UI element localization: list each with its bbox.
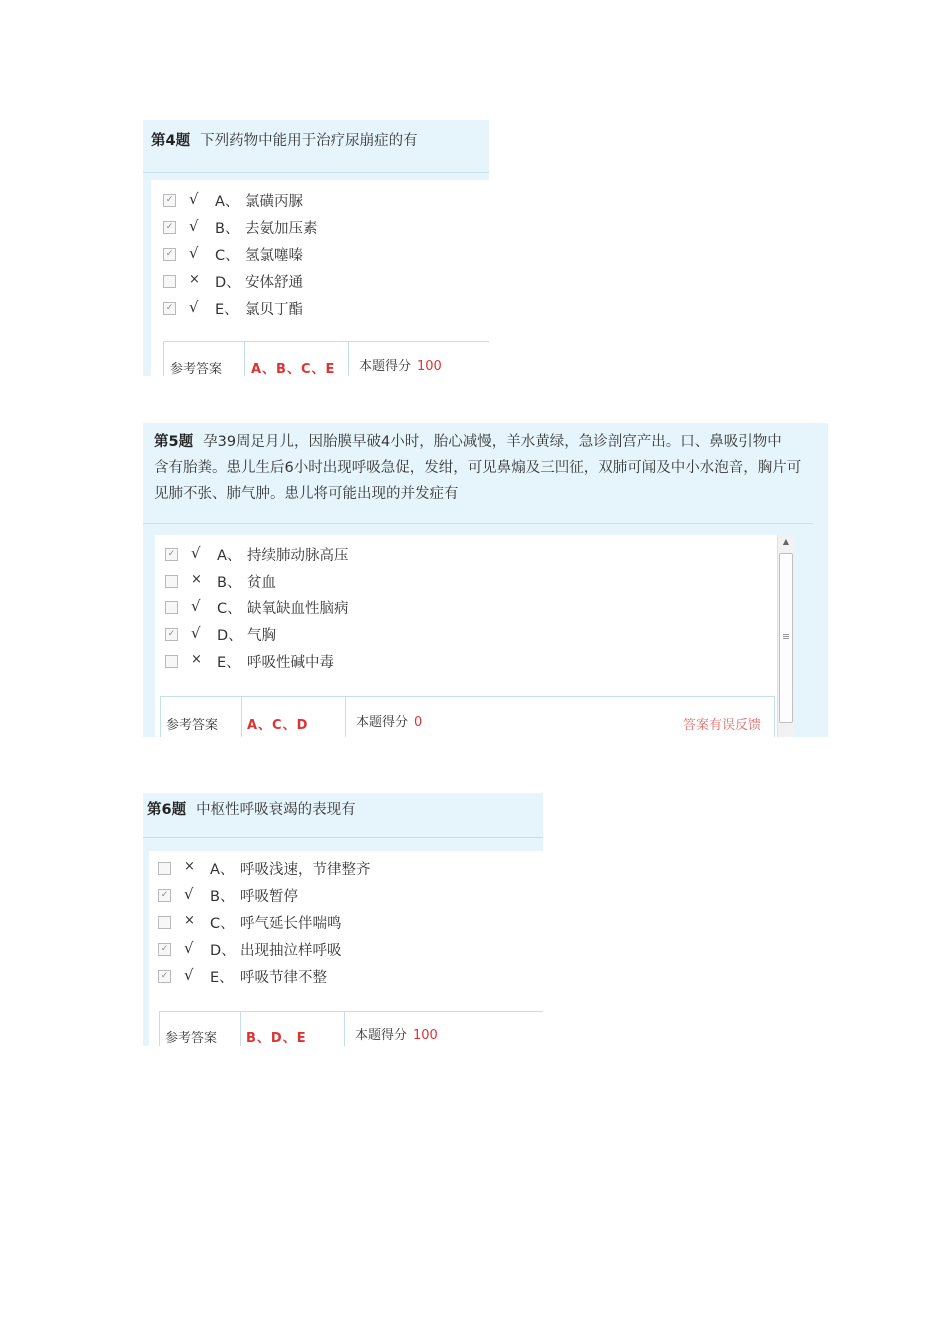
option-letter: A、 bbox=[215, 194, 240, 210]
option-text: 呼吸性碱中毒 bbox=[247, 655, 334, 671]
option-letter: B、 bbox=[210, 889, 235, 905]
correct-mark-icon: √ bbox=[189, 244, 199, 262]
ref-answer-cell bbox=[244, 342, 349, 376]
option-checkbox[interactable] bbox=[165, 655, 178, 668]
option-checkbox[interactable]: ✓ bbox=[163, 302, 176, 315]
wrong-mark-icon: × bbox=[184, 859, 195, 874]
correct-mark-icon: √ bbox=[191, 624, 201, 642]
score-line bbox=[359, 355, 442, 374]
correct-mark-icon: √ bbox=[191, 597, 201, 615]
option-text: 去氨加压素 bbox=[245, 221, 318, 237]
options-scrollbar[interactable] bbox=[777, 535, 794, 737]
score-label: 本题得分 bbox=[359, 359, 412, 374]
option-text: 气胸 bbox=[247, 628, 276, 644]
option-text: 贫血 bbox=[247, 575, 276, 591]
option-text: 出现抽泣样呼吸 bbox=[240, 943, 342, 959]
option-letter: B、 bbox=[217, 575, 242, 591]
option-checkbox[interactable]: ✓ bbox=[158, 970, 171, 983]
option-letter: D、 bbox=[210, 943, 236, 959]
option-letter: C、 bbox=[217, 601, 242, 617]
option-text: 呼吸暂停 bbox=[240, 889, 298, 905]
question-stem-line-1 bbox=[154, 429, 824, 455]
score-line bbox=[356, 711, 422, 730]
option-text: 呼吸浅速，节律整齐 bbox=[240, 862, 371, 878]
ref-answer-label: 参考答案 bbox=[165, 1031, 218, 1046]
ref-answer-label: 参考答案 bbox=[166, 718, 219, 733]
option-letter: E、 bbox=[215, 302, 239, 318]
question-stem-line-2: 含有胎粪。患儿生后6小时出现呼吸急促，发绀，可见鼻煽及三凹征，双肺可闻及中小水泡音，胸片可 bbox=[154, 460, 802, 476]
ref-answer-cell bbox=[240, 1012, 345, 1046]
correct-mark-icon: √ bbox=[191, 544, 201, 562]
correct-mark-icon: √ bbox=[184, 966, 194, 984]
question-card-4 bbox=[143, 120, 489, 376]
question-stem-line-3: 见肺不张、肺气肿。患儿将可能出现的并发症有 bbox=[154, 486, 459, 502]
question-number: 第4题 bbox=[151, 133, 191, 149]
option-checkbox[interactable] bbox=[158, 916, 171, 929]
scroll-up-arrow-icon[interactable]: ▲ bbox=[782, 537, 790, 546]
option-letter: D、 bbox=[215, 275, 241, 291]
score-line bbox=[355, 1024, 438, 1043]
score-cell bbox=[348, 342, 489, 376]
answer-feedback-link[interactable]: 答案有误反馈 bbox=[683, 718, 762, 733]
ref-label-cell bbox=[160, 1012, 240, 1046]
option-letter: A、 bbox=[210, 862, 235, 878]
option-text: 氯贝丁酯 bbox=[245, 302, 303, 318]
wrong-mark-icon: × bbox=[191, 572, 202, 587]
ref-answer-value: A、B、C、E bbox=[251, 362, 336, 376]
ref-label-cell bbox=[164, 342, 244, 376]
ref-answer-label: 参考答案 bbox=[170, 362, 223, 376]
option-text: 氯磺丙脲 bbox=[245, 194, 303, 210]
option-letter: C、 bbox=[215, 248, 240, 264]
question-number: 第6题 bbox=[147, 802, 187, 818]
option-checkbox[interactable]: ✓ bbox=[163, 248, 176, 261]
option-text: 安体舒通 bbox=[245, 275, 303, 291]
option-text: 缺氧缺血性脑病 bbox=[247, 601, 349, 617]
option-checkbox[interactable]: ✓ bbox=[158, 943, 171, 956]
question-header bbox=[147, 797, 356, 823]
option-letter: A、 bbox=[217, 548, 242, 564]
score-label: 本题得分 bbox=[355, 1028, 408, 1043]
question-header bbox=[151, 128, 418, 154]
option-text: 呼气延长伴喘鸣 bbox=[240, 916, 342, 932]
score-value: 100 bbox=[417, 359, 442, 374]
option-text: 呼吸节律不整 bbox=[240, 970, 327, 986]
option-text: 持续肺动脉高压 bbox=[247, 548, 349, 564]
option-letter: C、 bbox=[210, 916, 235, 932]
ref-answer-value: A、C、D bbox=[247, 718, 309, 733]
question-stem: 下列药物中能用于治疗尿崩症的有 bbox=[200, 133, 418, 149]
answer-row bbox=[159, 1011, 543, 1046]
option-checkbox[interactable]: ✓ bbox=[165, 548, 178, 561]
answer-row bbox=[163, 341, 489, 376]
header-divider bbox=[143, 523, 813, 524]
correct-mark-icon: √ bbox=[189, 217, 199, 235]
score-value: 0 bbox=[414, 715, 423, 730]
wrong-mark-icon: × bbox=[184, 913, 195, 928]
options-panel bbox=[149, 851, 543, 1046]
score-cell bbox=[344, 1012, 543, 1046]
header-divider bbox=[143, 837, 543, 838]
ref-answer-cell bbox=[241, 697, 346, 737]
question-card-6 bbox=[143, 793, 543, 1046]
option-checkbox[interactable] bbox=[165, 575, 178, 588]
correct-mark-icon: √ bbox=[189, 298, 199, 316]
correct-mark-icon: √ bbox=[184, 939, 194, 957]
option-checkbox[interactable]: ✓ bbox=[163, 221, 176, 234]
options-panel bbox=[151, 180, 489, 376]
score-value: 100 bbox=[413, 1028, 438, 1043]
option-checkbox[interactable] bbox=[158, 862, 171, 875]
correct-mark-icon: √ bbox=[184, 885, 194, 903]
option-letter: B、 bbox=[215, 221, 240, 237]
question-number: 第5题 bbox=[154, 434, 194, 450]
wrong-mark-icon: × bbox=[189, 272, 200, 287]
correct-mark-icon: √ bbox=[189, 190, 199, 208]
ref-label-cell bbox=[161, 697, 241, 737]
wrong-mark-icon: × bbox=[191, 652, 202, 667]
option-checkbox[interactable] bbox=[163, 275, 176, 288]
option-checkbox[interactable]: ✓ bbox=[163, 194, 176, 207]
scrollbar-thumb[interactable] bbox=[779, 553, 793, 723]
option-text: 氢氯噻嗪 bbox=[245, 248, 303, 264]
question-stem: 孕39周足月儿，因胎膜早破4小时，胎心减慢，羊水黄绿，急诊剖宫产出。口、鼻吸引物中 bbox=[203, 434, 782, 450]
question-stem: 中枢性呼吸衰竭的表现有 bbox=[196, 802, 356, 818]
header-divider bbox=[143, 172, 489, 173]
option-letter: E、 bbox=[217, 655, 241, 671]
option-letter: E、 bbox=[210, 970, 234, 986]
options-panel bbox=[155, 535, 777, 737]
score-cell bbox=[345, 697, 774, 737]
option-checkbox[interactable] bbox=[165, 601, 178, 614]
question-header bbox=[154, 429, 824, 507]
question-card-5 bbox=[143, 423, 828, 737]
score-label: 本题得分 bbox=[356, 715, 409, 730]
grip-icon bbox=[783, 634, 789, 635]
option-checkbox[interactable]: ✓ bbox=[165, 628, 178, 641]
answer-row bbox=[160, 696, 775, 737]
ref-answer-value: B、D、E bbox=[246, 1031, 307, 1046]
option-letter: D、 bbox=[217, 628, 243, 644]
option-checkbox[interactable]: ✓ bbox=[158, 889, 171, 902]
